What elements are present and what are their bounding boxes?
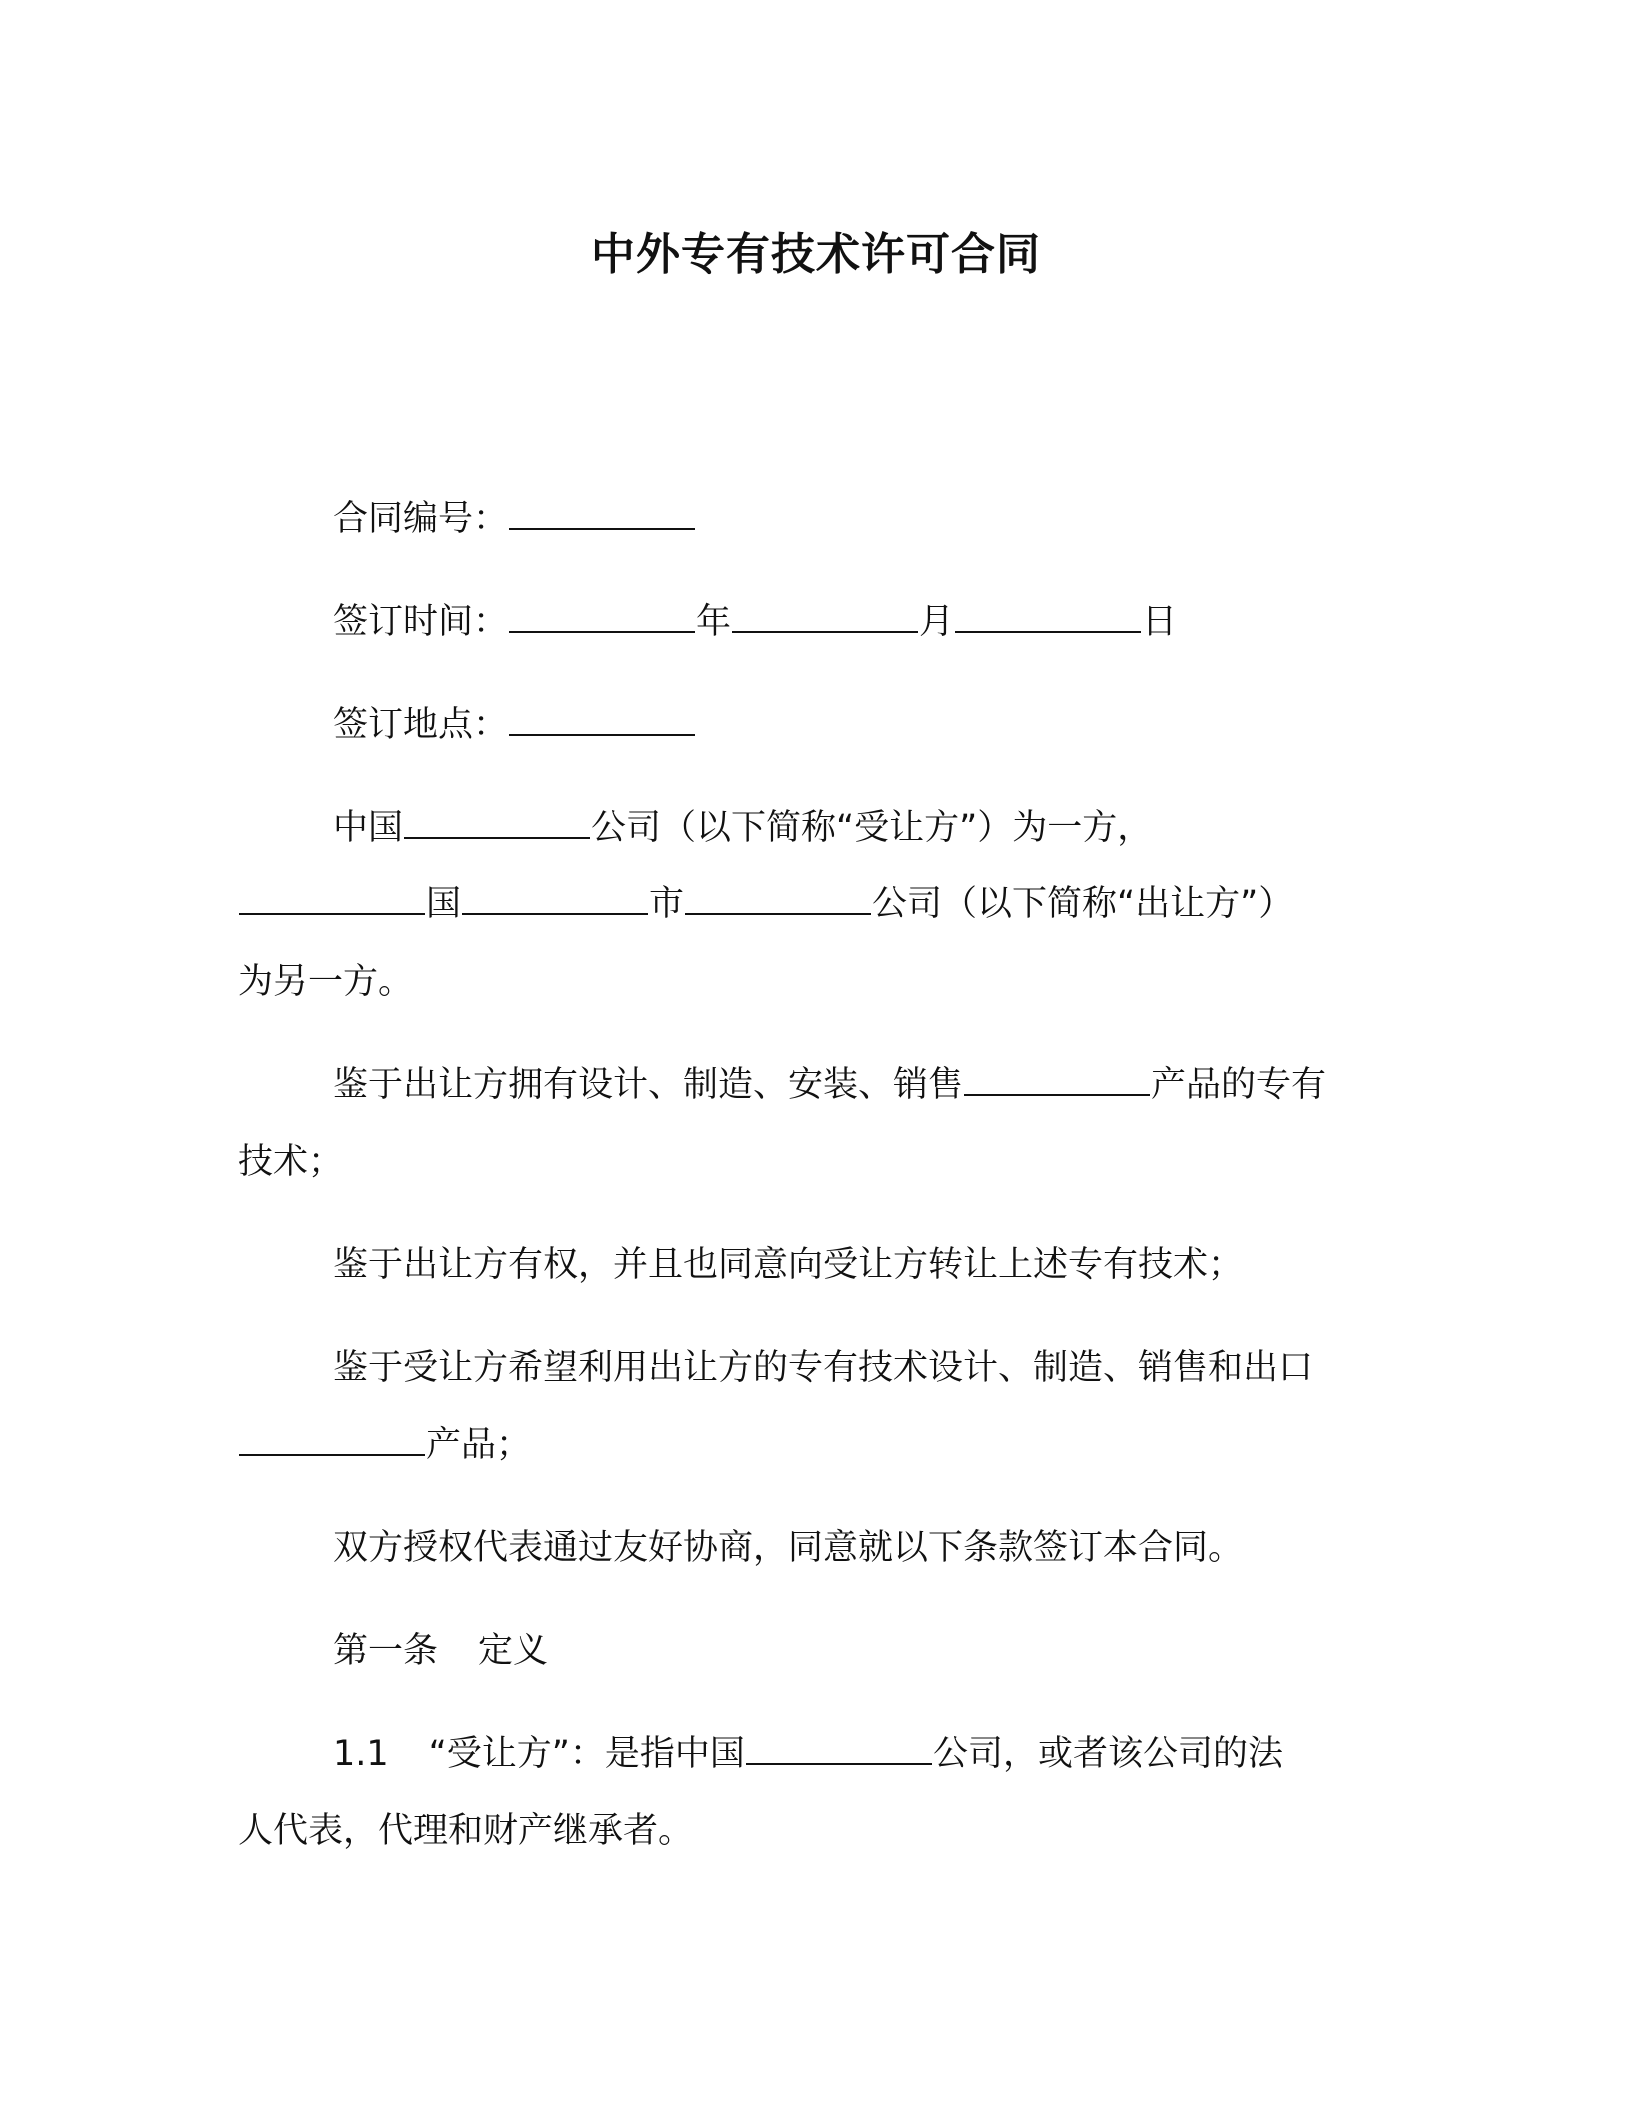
clause-1-1-number: 1.1	[333, 1734, 389, 1774]
recital-3-line-1	[333, 1344, 1313, 1392]
day-blank	[955, 601, 1141, 633]
recital-2	[333, 1241, 1243, 1289]
contract-number-line	[333, 495, 696, 543]
recital-2-text: 鉴于出让方有权，并且也同意向受让方转让上述专有技术；	[333, 1245, 1244, 1285]
year-blank	[509, 601, 695, 633]
article-1-number: 第一条	[333, 1631, 439, 1671]
party-line-2	[238, 880, 1293, 928]
party1-suffix: 公司（以下简称“受让方”）为一方，	[591, 808, 1153, 848]
party-line-1	[333, 804, 1152, 852]
sign-place-blank	[509, 704, 695, 736]
recital-3-line-2	[238, 1421, 531, 1469]
licensor-country-blank	[239, 883, 425, 915]
month-blank	[732, 601, 918, 633]
clause-1-1-text-c: 人代表，代理和财产继承者。	[238, 1811, 694, 1851]
year-text: 年	[696, 602, 732, 642]
month-text: 月	[919, 602, 955, 642]
product-blank-1	[964, 1064, 1150, 1096]
recital-4-text: 双方授权代表通过友好协商，同意就以下条款签订本合同。	[333, 1528, 1244, 1568]
country-text: 国	[426, 884, 462, 924]
article-1-heading	[333, 1627, 548, 1675]
sign-place-label: 签订地点：	[333, 705, 509, 745]
city-text: 市	[649, 884, 685, 924]
contract-number-label: 合同编号：	[333, 499, 509, 539]
recital-1-text-b: 产品的专有	[1151, 1065, 1327, 1105]
recital-1-line-1	[333, 1061, 1326, 1109]
sign-date-label: 签订时间：	[333, 602, 509, 642]
licensor-company-blank	[685, 883, 871, 915]
licensee-company-blank-2	[746, 1733, 932, 1765]
clause-1-1-line-2	[238, 1807, 693, 1855]
recital-1-line-2	[238, 1138, 343, 1186]
party2-suffix: 公司（以下简称“出让方”）	[872, 884, 1294, 924]
party-line-3	[238, 958, 413, 1006]
product-blank-2	[239, 1424, 425, 1456]
recital-1-text-c: 技术；	[238, 1142, 344, 1182]
party3-text: 为另一方。	[238, 962, 414, 1002]
recital-4	[333, 1524, 1243, 1572]
clause-1-1-text-a: “受让方”：是指中国	[428, 1734, 745, 1774]
party1-prefix: 中国	[333, 808, 404, 848]
day-text: 日	[1142, 602, 1178, 642]
recital-3-text-a: 鉴于受让方希望利用出让方的专有技术设计、制造、销售和出口	[333, 1348, 1314, 1388]
sign-date-line	[333, 598, 1177, 646]
sign-place-line	[333, 701, 696, 749]
recital-1-text-a: 鉴于出让方拥有设计、制造、安装、销售	[333, 1065, 964, 1105]
licensor-city-blank	[462, 883, 648, 915]
recital-3-text-b: 产品；	[426, 1425, 532, 1465]
licensee-company-blank	[404, 807, 590, 839]
contract-number-blank	[509, 498, 695, 530]
clause-1-1-text-b: 公司，或者该公司的法	[932, 1734, 1283, 1774]
article-1-title: 定义	[478, 1631, 549, 1671]
document-title: 中外专有技术许可合同	[591, 229, 1041, 280]
clause-1-1-line-1	[333, 1730, 1283, 1778]
